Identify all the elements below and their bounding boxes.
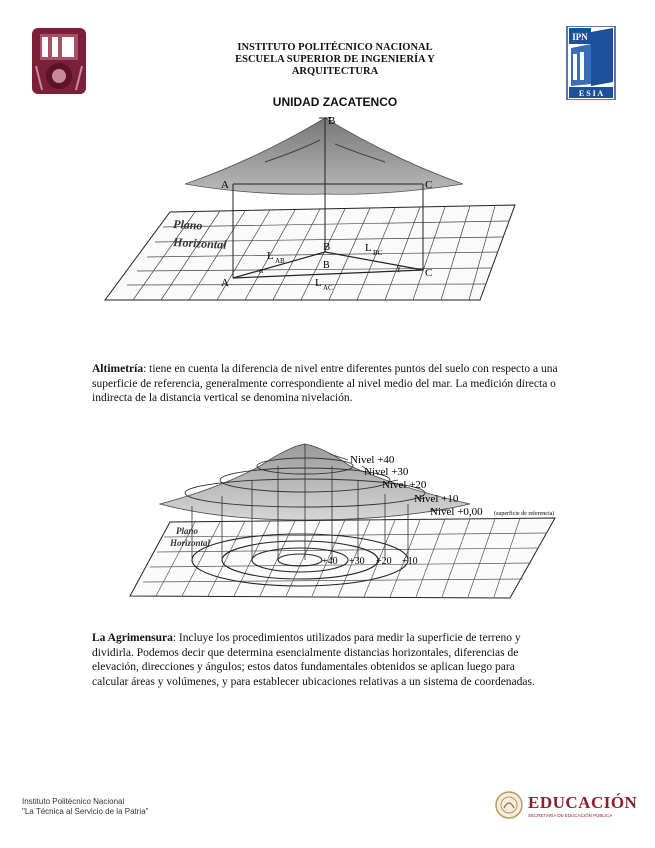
contour-label-20: +20: [376, 556, 392, 567]
label-c-top: C: [425, 179, 433, 191]
ipn-logo: [28, 28, 90, 96]
figure-planimetry-diagram: [85, 110, 565, 310]
label-b-top: B: [328, 115, 336, 127]
level-40: Nivel +40: [350, 454, 395, 466]
esia-logo: [565, 26, 617, 100]
term-agrimensura: La Agrimensura: [92, 632, 173, 644]
term-altimetria: Altimetría: [92, 363, 144, 375]
level-20: Nivel +20: [382, 479, 427, 491]
contour-label-40: +40: [322, 556, 338, 567]
text-altimetria: : tiene en cuenta la diferencia de nivel entre diferentes puntos del suelo con respecto a una superficie de referencia, generalmente correspondiente al nivel medio del mar. La medición directa o indirecta de la distancia vertical se denomina nivelación.: [92, 363, 558, 405]
contour-label-30: +30: [349, 556, 365, 567]
footer-educacion: EDUCACIÓN: [528, 793, 638, 812]
label-lbc: L: [365, 242, 372, 254]
label-b: B: [323, 241, 331, 253]
label-lab: L: [267, 250, 274, 262]
logo-esia-text: E S I A: [578, 89, 604, 98]
label-lac: L: [315, 277, 322, 289]
sep-seal-icon: [494, 790, 524, 820]
horizontal-plane-grid: [105, 205, 515, 300]
plane-label-1: Plano: [172, 217, 203, 233]
footer-ipn-line2: "La Técnica al Servicio de la Patria": [22, 807, 149, 816]
paragraph-agrimensura: [92, 631, 550, 689]
level-30: Nivel +30: [364, 466, 409, 478]
label-a: A: [221, 277, 229, 289]
header-line-2: ESCUELA SUPERIOR DE INGENIERÍA Y: [235, 54, 435, 65]
level-10: Nivel +10: [414, 493, 459, 505]
plane-label-2a: Plano: [176, 526, 199, 536]
label-lac-sub: AC: [323, 284, 333, 292]
figure-contour-levels: [100, 436, 570, 601]
reference-surface-note: (superficie de referencia): [494, 511, 555, 517]
footer-ipn: [22, 797, 148, 817]
contour-label-10: +10: [402, 556, 418, 567]
header-unit: UNIDAD ZACATENCO: [272, 95, 398, 109]
label-a-top: A: [221, 179, 229, 191]
label-lbc-sub: BC: [373, 249, 383, 257]
plane-label-2b: Horizontal: [170, 538, 211, 548]
label-lab-sub: AB: [275, 257, 285, 265]
label-c: C: [425, 267, 433, 279]
footer-sep-sub: SECRETARÍA DE EDUCACIÓN PÚBLICA: [528, 813, 613, 818]
angle-gamma: γ: [397, 263, 401, 272]
header-line-3: ARQUITECTURA: [291, 66, 379, 77]
plane-label-2: Horizontal: [172, 235, 227, 252]
label-b2: B: [323, 260, 330, 271]
text-agrimensura: : Incluye los procedimientos utilizados para medir la superficie de terreno y dividirla. Podemos decir que determina esencialmente distancias horizontales, diferencias de elevación, direcciones y ángulos; estos datos fundamentales obtenidos se aplican luego para calcular áreas y volúmenes, y para establecer ubicaciones relativas a un sistema de coordenadas.: [92, 632, 535, 688]
footer-ipn-line1: Instituto Politécnico Nacional: [22, 797, 125, 806]
level-0: Nivel +0,00: [430, 506, 483, 518]
paragraph-altimetria: [92, 362, 570, 406]
institution-header: [150, 42, 520, 78]
angle-alpha: α: [259, 266, 264, 275]
header-line-1: INSTITUTO POLITÉCNICO NACIONAL: [237, 42, 433, 53]
logo-ipn-text: IPN: [572, 32, 588, 42]
